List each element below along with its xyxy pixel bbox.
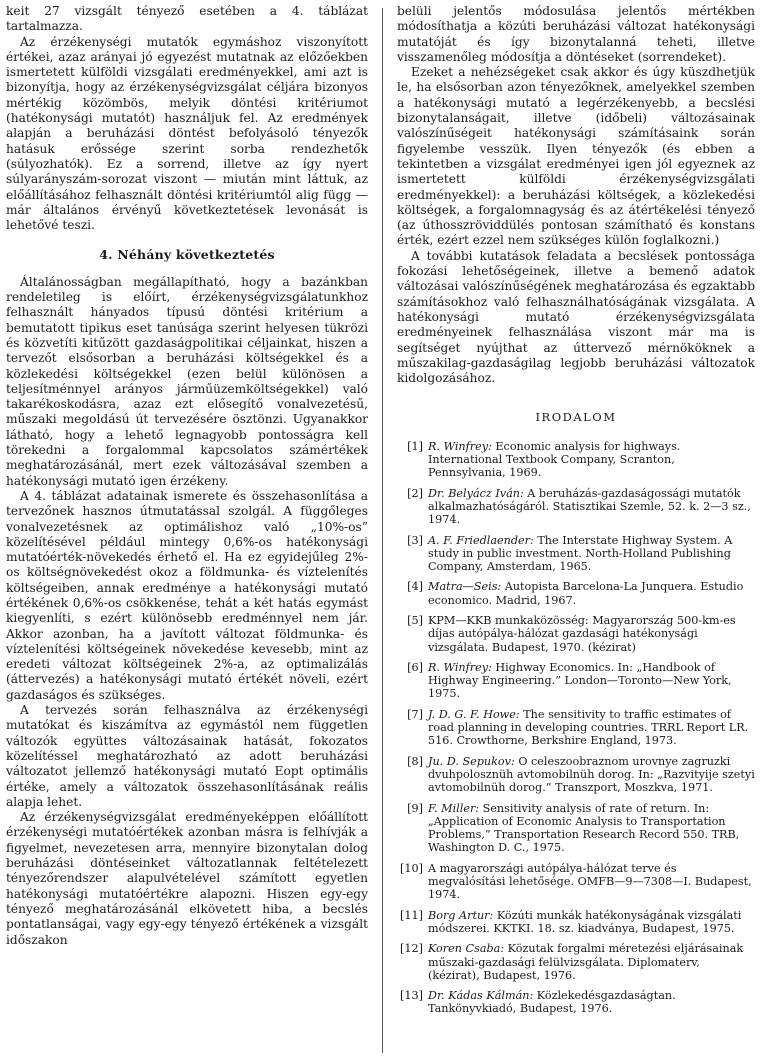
reference-author: R. Winfrey: — [428, 439, 492, 453]
reference-author: J. D. G. F. Howe: — [428, 707, 520, 721]
reference-author: F. Miller: — [428, 801, 480, 815]
reference-text: Sensitivity analysis of rate of return. In: „Application of Economic Analysis to Transportation Problems,” Transportation Research Record 550. TRB, Washington D. C., 1975. — [428, 801, 740, 855]
reference-item — [397, 614, 755, 654]
reference-item — [397, 862, 755, 902]
reference-author: Borg Artur: — [428, 908, 494, 922]
reference-text: The sensitivity to traffic estimates of road planning in developing countries. TRRL Report LR. 516. Crowthorne, Berkshire England, 1973. — [428, 707, 749, 748]
paragraph: belüli jelentős módosulása jelentős mértékben módosíthatja a közúti beruházási változat hatékonysági mutatóját és így bizonytalanná teheti, illetve visszamenőleg módosítja a döntéseket (sorrendeket). — [397, 4, 755, 64]
right-column — [397, 4, 755, 1023]
reference-text: Közúti munkák hatékonyságának vizsgálati módszerei. KKTKI. 18. sz. kiadványa, Budapest, 1975. — [428, 908, 742, 935]
paragraph: A további kutatások feladata a becslések pontossága fokozási lehetőségeinek, illetve a bemenő adatok változásai valószínűségének meghatározása és egzaktabb számításokhoz való felhasználhatóságának vizsgálata. A hatékonysági mutató érzékenységvizsgálata eredményeinek felhasználása viszont már ma is segítséget nyújthat az úttervező mérnököknek a műszakilag-gazdaságilag legjobb beruházási változatok kidolgozásához. — [397, 248, 755, 386]
reference-number: [12] — [400, 942, 423, 956]
reference-item — [397, 802, 755, 855]
reference-item — [397, 708, 755, 748]
section-heading: 4. Néhány következtetés — [99, 247, 275, 263]
reference-author: R. Winfrey: — [428, 660, 492, 674]
reference-author: A. F. Friedlaender: — [428, 533, 534, 547]
paragraph: Ezeket a nehézségeket csak akkor és úgy küszdhetjük le, ha elsősorban azon tényezőknek, amelyekkel szemben a hatékonysági mutató a legérzékenyebb, a becslési bizonytalanságait, illetve (időbeli) változásainak valószínűségeit hatékonysági számításaink során figyelembe vesszük. Ilyen tényezők (és ebben a tekintetben a vizsgálat eredményei igen jól egyeznek az ismertetett külföldi érzékenységvizsgálati eredményekkel): a beruházási költségek, a közlekedési költségek, a forgalomnagyság és az átértékelési tényező (az úthosszröviddülés pontosan számítható és konstans érték, ezért ezzel nem szükséges külön foglalkozni.) — [397, 65, 755, 248]
reference-item — [397, 534, 755, 574]
reference-number: [3] — [407, 533, 423, 547]
reference-number: [2] — [407, 486, 423, 500]
reference-text: Közlekedésgazdaságtan. Tankönyvkiadó, Budapest, 1976. — [428, 989, 676, 1016]
reference-item — [397, 909, 755, 936]
reference-number: [4] — [407, 580, 423, 594]
reference-author: Koren Csaba: — [428, 942, 505, 956]
paragraph: Az érzékenységi mutatók egymáshoz viszonyított értékei, azaz arányai jó egyezést mutatnak az előzőekben ismertetett külföldi vizsgálati eredményekkel, ami azt is bizonyítja, hogy az érzékenységvizsgálat céljára bizonyos mértékig közömbös, melyik döntési kritériumot (hatékonysági mutatót) használjuk fel. Az eredmények alapján a beruházási döntést befolyásoló tényezők hatásuk erőssége szerint sorba rendezhetők (súlyozhatók). Ez a sorrend, illetve az így nyert súlyarányszám-sorozat viszont — miután mint láttuk, az előállításához felhasznált döntési kritériumtól alig függ — már általános érvényű következtetések levonását is lehetővé teszi. — [6, 34, 368, 233]
reference-text: Közutak forgalmi méretezési eljárásainak műszaki-gazdasági felülvizsgálata. Diplomaterv, (kézirat), Budapest, 1976. — [428, 942, 744, 982]
reference-text: Economic analysis for highways. International Textbook Company, Scranton, Pennsylvania, 1969. — [428, 439, 681, 480]
reference-item — [397, 989, 755, 1016]
reference-number: [9] — [407, 801, 423, 815]
column-divider — [382, 8, 383, 1053]
reference-item — [397, 440, 755, 480]
reference-list — [397, 440, 755, 1016]
reference-item — [397, 487, 755, 527]
reference-item — [397, 755, 755, 795]
reference-item — [397, 580, 755, 607]
paragraph: Általánosságban megállapítható, hogy a bazánkban rendeletileg is előírt, érzékenységvizsgálatunkhoz felhasznált hányados típusú döntési kritérium a bemutatott tipikus eset tanúsága szerint helyesen tükrözi és közvetíti kitűzött gazdaságpolitikai céljainkat, hiszen a tervezőt elsősorban a beruházási költségekkel és a közlekedési költségekkel (ezen belül különösen a teljesítménnyel arányos járműüzemköltségekkel) való takarékoskodásra, azaz ezt elősegítő vonalvezetésű, műszaki megoldású út tervezésére ösztönzi. Ugyanakkor látható, hogy a lehető legnagyobb pontosságra kell törekedni a forgalommal kapcsolatos számértékek meghatározásánál, mert ezek változásával szemben a hatékonysági mutató igen érzékeny. — [6, 274, 368, 488]
reference-number: [11] — [400, 908, 423, 922]
paragraph: Az érzékenységvizsgálat eredményeképpen előállított érzékenységi mutatóértékek azonban másra is felhívják a figyelmet, nevezetesen arra, mennyire bizonytalan dolog beruházási döntéseinket változatlannak feltételezett tényezőrendszer alapulvételével számított egyetlen hatékonysági mutatóértékre alapozni. Hiszen egy-egy tényező meghatározásánál elkövetett hiba, a becslés pontatlanságai, vagy egy-egy tényező értékének a vizsgált időszakon — [6, 810, 368, 947]
reference-text: A beruházás-gazdaságossági mutatók alkalmazhatóságáról. Statisztikai Szemle, 52. k. 2—3 sz., 1974. — [428, 486, 751, 527]
reference-number: [5] — [407, 613, 423, 627]
reference-author: Matra—Seis: — [428, 580, 502, 594]
reference-number: [8] — [407, 754, 423, 768]
reference-item — [397, 942, 755, 982]
reference-author: Dr. Belyácz Iván: — [428, 486, 524, 500]
reference-text: The Interstate Highway System. A study in public investment. North-Holland Publishing Company, Amsterdam, 1965. — [428, 533, 733, 574]
left-column — [6, 4, 368, 948]
paragraph: A 4. táblázat adatainak ismerete és összehasonlítása a tervezőnek hasznos útmutatással szolgál. A függőleges vonalvezetésnek az optimálishoz való „10%-os” közelítésével például mintegy 0,6%-os hatékonysági mutatóérték-növekedés érhető el. Ha ez egyidejűleg 2%-os költségnövekedést okoz a földmunka- és víztelenítés költségeiben, annak eredménye a hatékonysági mutató értékének 0,6%-os csökkenése, tehát a két hatás egymást kiegyenlíti, s ezért különösebb eredménnyel nem jár. Akkor azonban, ha a javított változat földmunka- és víztelenítési költségeinek növekedése kevesebb, mint az eredeti változat költségeinek 2%-a, az optimalizálás (áttervezés) a hatékonysági mutató értékét növeli, ezért gazdaságos és szükséges. — [6, 488, 368, 702]
paragraph: keit 27 vizsgált tényező esetében a 4. táblázat tartalmazza. — [6, 4, 368, 34]
reference-number: [10] — [400, 861, 423, 875]
reference-text: O celeszoobraznom urovnye zagruzki dvuhpolosznüh avtomobilnüh dorog. In: „Razvityije szetyi avtomobilnüh dorog.” Transzport, Moszkva, 1971. — [428, 754, 755, 795]
reference-author: Ju. D. Sepukov: — [428, 754, 515, 768]
reference-text: Autopista Barcelona-La Junquera. Estudio economico. Madrid, 1967. — [428, 580, 744, 607]
reference-number: [6] — [407, 660, 423, 674]
reference-text: A magyarországi autópálya-hálózat terve és megvalósítási lehetősége. OMFB—9—7308—I. Budapest, 1974. — [428, 861, 752, 902]
references-heading: IRODALOM — [535, 410, 617, 425]
reference-author: Dr. Kádas Kálmán: — [428, 989, 534, 1003]
reference-number: [1] — [407, 439, 423, 453]
reference-text: KPM—KKB munkaközösség: Magyarország 500-km-es díjas autópálya-hálózat gazdasági hatékonysági vizsgálata. Budapest, 1970. (kézirat) — [428, 613, 736, 654]
reference-number: [7] — [407, 707, 423, 721]
reference-item — [397, 661, 755, 701]
reference-text: Highway Economics. In: „Handbook of Highway Engineering.” London—Toronto—New York, 1975. — [428, 660, 732, 701]
reference-number: [13] — [400, 989, 423, 1003]
paragraph: A tervezés során felhasználva az érzékenységi mutatókat és kiszámítva az egymástól nem független változók együttes változásainak hatását, fokozatos közelítéssel meghatározható az adott beruházási változatot jellemző hatékonysági mutató Eopt optimális értéke, amely a változatok összehasonlításának reális alapja lehet. — [6, 703, 368, 809]
